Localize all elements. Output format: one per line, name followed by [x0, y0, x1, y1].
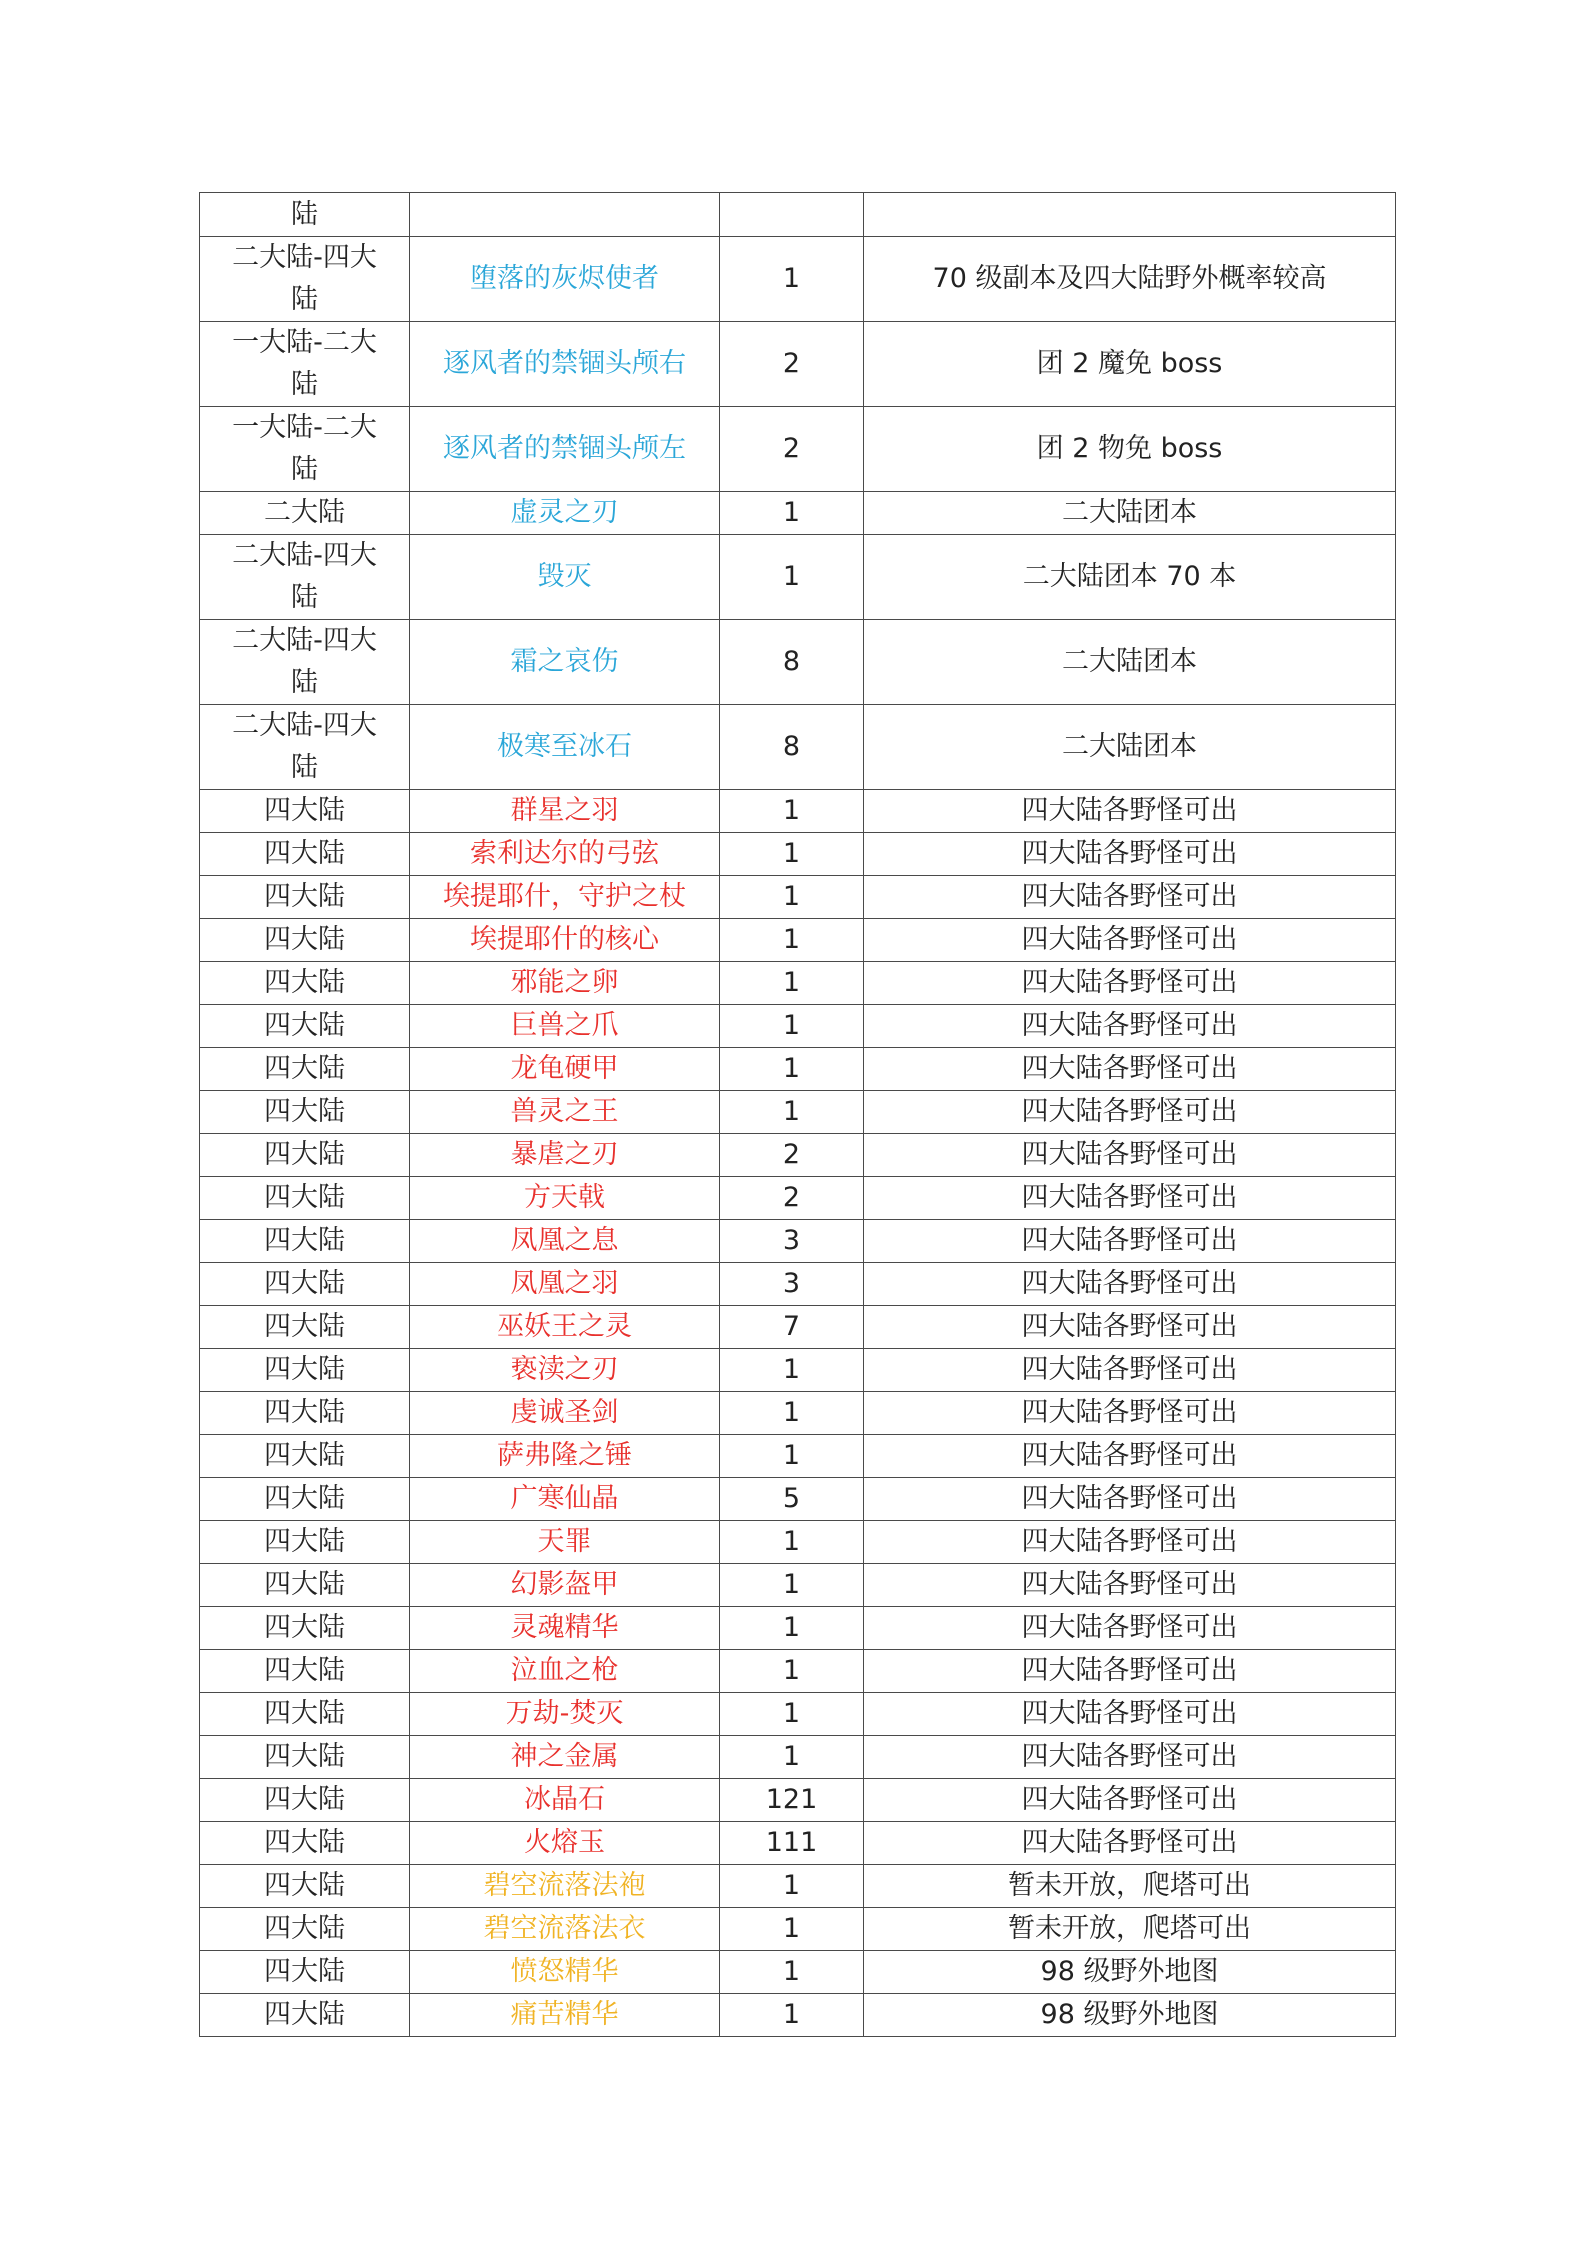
source-cell: 四大陆各野怪可出 — [864, 1005, 1396, 1048]
count-cell: 1 — [720, 833, 864, 876]
count-cell: 2 — [720, 1177, 864, 1220]
count-cell: 1 — [720, 876, 864, 919]
region-cell: 四大陆 — [200, 1607, 410, 1650]
region-cell: 四大陆 — [200, 1564, 410, 1607]
table-row — [200, 1865, 1396, 1908]
table-row — [200, 1392, 1396, 1435]
count-cell: 1 — [720, 1521, 864, 1564]
item-cell: 幻影盔甲 — [410, 1564, 720, 1607]
count-cell: 2 — [720, 1134, 864, 1177]
table-row — [200, 492, 1396, 535]
table-row — [200, 1822, 1396, 1865]
count-cell — [720, 193, 864, 237]
count-cell: 111 — [720, 1822, 864, 1865]
table-row — [200, 1650, 1396, 1693]
table-row — [200, 1048, 1396, 1091]
region-cell: 四大陆 — [200, 919, 410, 962]
table-row — [200, 1091, 1396, 1134]
count-cell: 3 — [720, 1263, 864, 1306]
source-cell: 暂未开放，爬塔可出 — [864, 1865, 1396, 1908]
source-cell: 98 级野外地图 — [864, 1951, 1396, 1994]
item-cell: 索利达尔的弓弦 — [410, 833, 720, 876]
table-row — [200, 535, 1396, 620]
count-cell: 1 — [720, 1650, 864, 1693]
table-row — [200, 322, 1396, 407]
source-cell: 二大陆团本 — [864, 492, 1396, 535]
count-cell: 3 — [720, 1220, 864, 1263]
source-cell: 二大陆团本 — [864, 705, 1396, 790]
region-cell: 四大陆 — [200, 1822, 410, 1865]
source-cell: 四大陆各野怪可出 — [864, 1607, 1396, 1650]
region-cell: 一大陆-二大陆 — [200, 407, 410, 492]
table-row — [200, 1951, 1396, 1994]
source-cell: 四大陆各野怪可出 — [864, 1822, 1396, 1865]
count-cell: 1 — [720, 1564, 864, 1607]
item-cell: 霜之哀伤 — [410, 620, 720, 705]
count-cell: 1 — [720, 962, 864, 1005]
source-cell: 四大陆各野怪可出 — [864, 1263, 1396, 1306]
region-cell: 四大陆 — [200, 1951, 410, 1994]
table-row — [200, 1693, 1396, 1736]
table-row — [200, 1779, 1396, 1822]
region-cell: 四大陆 — [200, 790, 410, 833]
source-cell: 四大陆各野怪可出 — [864, 1693, 1396, 1736]
table-row — [200, 1005, 1396, 1048]
count-cell: 7 — [720, 1306, 864, 1349]
table-row — [200, 237, 1396, 322]
source-cell: 四大陆各野怪可出 — [864, 1134, 1396, 1177]
table-row — [200, 1435, 1396, 1478]
region-cell: 一大陆-二大陆 — [200, 322, 410, 407]
table-row — [200, 1994, 1396, 2037]
region-cell: 四大陆 — [200, 1349, 410, 1392]
item-cell: 泣血之枪 — [410, 1650, 720, 1693]
count-cell: 2 — [720, 322, 864, 407]
source-cell: 70 级副本及四大陆野外概率较高 — [864, 237, 1396, 322]
count-cell: 1 — [720, 919, 864, 962]
region-cell: 四大陆 — [200, 1134, 410, 1177]
source-cell: 四大陆各野怪可出 — [864, 1048, 1396, 1091]
source-cell: 暂未开放，爬塔可出 — [864, 1908, 1396, 1951]
region-cell: 四大陆 — [200, 1736, 410, 1779]
table-row — [200, 1908, 1396, 1951]
table-row — [200, 919, 1396, 962]
item-cell: 巨兽之爪 — [410, 1005, 720, 1048]
count-cell: 1 — [720, 1048, 864, 1091]
region-cell: 二大陆-四大陆 — [200, 535, 410, 620]
region-cell: 四大陆 — [200, 1693, 410, 1736]
source-cell: 二大陆团本 — [864, 620, 1396, 705]
count-cell: 1 — [720, 790, 864, 833]
region-cell: 四大陆 — [200, 1306, 410, 1349]
source-cell: 四大陆各野怪可出 — [864, 1306, 1396, 1349]
table-row — [200, 705, 1396, 790]
source-cell — [864, 193, 1396, 237]
region-cell: 四大陆 — [200, 1865, 410, 1908]
item-cell: 冰晶石 — [410, 1779, 720, 1822]
count-cell: 1 — [720, 1349, 864, 1392]
table-row — [200, 1306, 1396, 1349]
item-cell: 暴虐之刃 — [410, 1134, 720, 1177]
region-cell: 四大陆 — [200, 1220, 410, 1263]
table-row — [200, 833, 1396, 876]
table-row — [200, 1736, 1396, 1779]
source-cell: 四大陆各野怪可出 — [864, 790, 1396, 833]
count-cell: 121 — [720, 1779, 864, 1822]
item-cell: 堕落的灰烬使者 — [410, 237, 720, 322]
region-cell: 二大陆-四大陆 — [200, 705, 410, 790]
count-cell: 1 — [720, 1994, 864, 2037]
item-cell: 万劫-焚灭 — [410, 1693, 720, 1736]
count-cell: 1 — [720, 1091, 864, 1134]
table-row — [200, 876, 1396, 919]
table-row — [200, 962, 1396, 1005]
region-cell: 四大陆 — [200, 1005, 410, 1048]
item-cell: 愤怒精华 — [410, 1951, 720, 1994]
count-cell: 1 — [720, 1736, 864, 1779]
table-row — [200, 1607, 1396, 1650]
table-row — [200, 1220, 1396, 1263]
table-row — [200, 1177, 1396, 1220]
item-cell: 群星之羽 — [410, 790, 720, 833]
item-cell: 兽灵之王 — [410, 1091, 720, 1134]
count-cell: 1 — [720, 492, 864, 535]
source-cell: 四大陆各野怪可出 — [864, 876, 1396, 919]
table-row — [200, 1263, 1396, 1306]
item-cell: 虔诚圣剑 — [410, 1392, 720, 1435]
count-cell: 1 — [720, 1865, 864, 1908]
source-cell: 四大陆各野怪可出 — [864, 1736, 1396, 1779]
count-cell: 1 — [720, 1005, 864, 1048]
source-cell: 四大陆各野怪可出 — [864, 1650, 1396, 1693]
item-cell: 龙龟硬甲 — [410, 1048, 720, 1091]
table-row-continued — [200, 193, 1396, 237]
region-cell: 四大陆 — [200, 1521, 410, 1564]
count-cell: 1 — [720, 1607, 864, 1650]
source-cell: 四大陆各野怪可出 — [864, 962, 1396, 1005]
source-cell: 四大陆各野怪可出 — [864, 1564, 1396, 1607]
count-cell: 1 — [720, 1951, 864, 1994]
region-cell: 四大陆 — [200, 1435, 410, 1478]
item-drop-table — [199, 192, 1396, 2037]
source-cell: 四大陆各野怪可出 — [864, 1349, 1396, 1392]
source-cell: 四大陆各野怪可出 — [864, 1177, 1396, 1220]
item-cell — [410, 193, 720, 237]
region-cell: 二大陆-四大陆 — [200, 620, 410, 705]
source-cell: 团 2 魔免 boss — [864, 322, 1396, 407]
table-row — [200, 1134, 1396, 1177]
source-cell: 四大陆各野怪可出 — [864, 1779, 1396, 1822]
table-row — [200, 1349, 1396, 1392]
source-cell: 团 2 物免 boss — [864, 407, 1396, 492]
item-cell: 凤凰之息 — [410, 1220, 720, 1263]
document-page — [199, 192, 1396, 2037]
source-cell: 四大陆各野怪可出 — [864, 1521, 1396, 1564]
count-cell: 8 — [720, 620, 864, 705]
item-cell: 方天戟 — [410, 1177, 720, 1220]
region-cell: 二大陆 — [200, 492, 410, 535]
source-cell: 四大陆各野怪可出 — [864, 1091, 1396, 1134]
region-cell: 四大陆 — [200, 876, 410, 919]
region-cell: 四大陆 — [200, 1177, 410, 1220]
item-cell: 碧空流落法衣 — [410, 1908, 720, 1951]
region-cell: 四大陆 — [200, 1908, 410, 1951]
region-cell: 四大陆 — [200, 1994, 410, 2037]
item-cell: 广寒仙晶 — [410, 1478, 720, 1521]
table-row — [200, 620, 1396, 705]
table-row — [200, 1478, 1396, 1521]
source-cell: 98 级野外地图 — [864, 1994, 1396, 2037]
table-row — [200, 790, 1396, 833]
item-cell: 亵渎之刃 — [410, 1349, 720, 1392]
item-cell: 火熔玉 — [410, 1822, 720, 1865]
source-cell: 四大陆各野怪可出 — [864, 919, 1396, 962]
count-cell: 1 — [720, 1693, 864, 1736]
table-row — [200, 407, 1396, 492]
region-cell: 四大陆 — [200, 1392, 410, 1435]
item-cell: 极寒至冰石 — [410, 705, 720, 790]
item-cell: 凤凰之羽 — [410, 1263, 720, 1306]
source-cell: 四大陆各野怪可出 — [864, 1478, 1396, 1521]
region-cell: 四大陆 — [200, 1091, 410, 1134]
item-cell: 神之金属 — [410, 1736, 720, 1779]
item-cell: 埃提耶什，守护之杖 — [410, 876, 720, 919]
count-cell: 8 — [720, 705, 864, 790]
region-cell: 四大陆 — [200, 962, 410, 1005]
region-cell: 二大陆-四大陆 — [200, 237, 410, 322]
source-cell: 四大陆各野怪可出 — [864, 833, 1396, 876]
table-body — [200, 193, 1396, 2037]
region-cell: 四大陆 — [200, 1779, 410, 1822]
table-row — [200, 1521, 1396, 1564]
region-cell: 陆 — [200, 193, 410, 237]
item-cell: 埃提耶什的核心 — [410, 919, 720, 962]
item-cell: 碧空流落法袍 — [410, 1865, 720, 1908]
region-cell: 四大陆 — [200, 833, 410, 876]
count-cell: 1 — [720, 1392, 864, 1435]
table-row — [200, 1564, 1396, 1607]
item-cell: 虚灵之刃 — [410, 492, 720, 535]
item-cell: 萨弗隆之锤 — [410, 1435, 720, 1478]
item-cell: 天罪 — [410, 1521, 720, 1564]
source-cell: 四大陆各野怪可出 — [864, 1435, 1396, 1478]
item-cell: 毁灭 — [410, 535, 720, 620]
source-cell: 四大陆各野怪可出 — [864, 1220, 1396, 1263]
region-cell: 四大陆 — [200, 1650, 410, 1693]
item-cell: 痛苦精华 — [410, 1994, 720, 2037]
region-cell: 四大陆 — [200, 1263, 410, 1306]
count-cell: 1 — [720, 1908, 864, 1951]
count-cell: 2 — [720, 407, 864, 492]
count-cell: 1 — [720, 535, 864, 620]
item-cell: 逐风者的禁锢头颅右 — [410, 322, 720, 407]
count-cell: 1 — [720, 237, 864, 322]
item-cell: 巫妖王之灵 — [410, 1306, 720, 1349]
count-cell: 5 — [720, 1478, 864, 1521]
source-cell: 四大陆各野怪可出 — [864, 1392, 1396, 1435]
count-cell: 1 — [720, 1435, 864, 1478]
region-cell: 四大陆 — [200, 1048, 410, 1091]
source-cell: 二大陆团本 70 本 — [864, 535, 1396, 620]
item-cell: 邪能之卵 — [410, 962, 720, 1005]
region-cell: 四大陆 — [200, 1478, 410, 1521]
item-cell: 逐风者的禁锢头颅左 — [410, 407, 720, 492]
item-cell: 灵魂精华 — [410, 1607, 720, 1650]
